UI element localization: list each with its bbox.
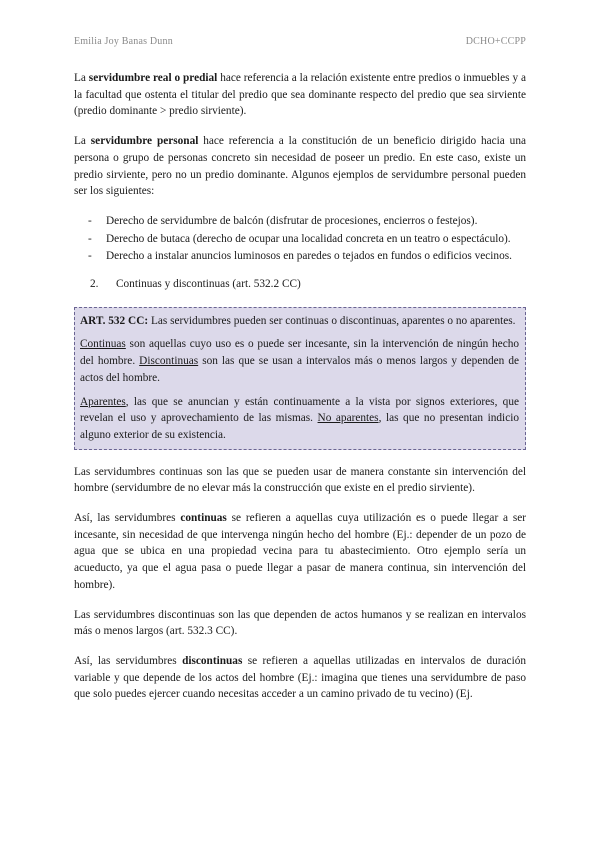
section-title: Continuas y discontinuas (art. 532.2 CC)	[116, 278, 301, 291]
article-reference: ART. 532 CC:	[80, 314, 149, 327]
term-servidumbre-real: servidumbre real o predial	[88, 72, 218, 84]
list-item: - Derecho de butaca (derecho de ocupar una localidad concreta en un teatro o espectáculo).	[74, 231, 526, 248]
paragraph-servidumbre-real: La servidumbre real o predial hace referencia a la relación existente entre predios o inmuebles y a la facultad que ostenta el titular del predio que sea dominante respecto del predio que sea sirviente (predio dominante > predio sirviente).	[74, 72, 526, 118]
paragraph-continuas-definition: Las servidumbres continuas son las que se pueden usar de manera constante sin intervención del hombre (servidumbre de no elevar más la construcción que existe en el predio sirviente).	[74, 465, 526, 495]
paragraph-continuas-example: Así, las servidumbres continuas se refieren a aquellas cuya utilización es o puede llegar a ser incesante, sin necesidad de que intervenga ningún hecho del hombre (Ej.: depender de un pozo de agua que se ubica en una propiedad vecina para tu abastecimiento. Otro ejemplo sería un acueducto, ya que el agua pasa o puede llegar a pasar de manera continua, sin intervención del hombre).	[74, 512, 526, 591]
box-paragraph-2: Continuas son aquellas cuyo uso es o puede ser incesante, sin la intervención de ningún hecho del hombre. Discontinuas son las que se usan a intervalos más o menos largos y dependen de actos del hombre.	[80, 338, 519, 384]
section-number: 2.	[90, 278, 99, 291]
box-paragraph-1: ART. 532 CC: Las servidumbres pueden ser continuas o discontinuas, aparentes o no aparentes.	[80, 314, 516, 327]
dash-bullet: -	[88, 214, 92, 227]
examples-list	[74, 213, 526, 265]
term-continuas: Continuas	[80, 338, 126, 351]
page-header	[74, 36, 526, 47]
section-heading-continuas	[74, 276, 526, 293]
paragraph-servidumbre-personal: La servidumbre personal hace referencia a la constitución de un beneficio dirigido hacia una persona o grupo de personas concreto sin necesidad de poseer un predio. En este caso, existe un predio sirviente, pero no un predio dominante. Algunos ejemplos de servidumbre personal pueden ser los siguientes:	[74, 135, 526, 198]
term-discontinuas-bold: discontinuas	[182, 654, 243, 667]
document-body	[74, 70, 526, 716]
term-servidumbre-personal: servidumbre personal	[90, 135, 199, 148]
article-quote-box	[74, 307, 526, 450]
list-item: - Derecho de servidumbre de balcón (disfrutar de procesiones, encierros o festejos).	[74, 213, 526, 230]
paragraph-discontinuas-example: Así, las servidumbres discontinuas se refieren a aquellas utilizadas en intervalos de duración variable y que depende de los actos del hombre (Ej.: imagina que tienes una servidumbre de paso que solo puedes ejercer cuando necesitas acceder a un camino privado de tu vecino) (Ej.	[74, 654, 527, 701]
paragraph-discontinuas-definition: Las servidumbres discontinuas son las que dependen de actos humanos y se realizan en intervalos más o menos largos (art. 532.3 CC).	[74, 608, 526, 638]
header-course: DCHO+CCPP	[465, 36, 526, 47]
header-author: Emilia Joy Banas Dunn	[74, 36, 173, 47]
dash-bullet: -	[88, 250, 92, 263]
term-continuas-bold: continuas	[180, 512, 227, 525]
list-item: - Derecho a instalar anuncios luminosos en paredes o tejados en fundos o edificios vecinos.	[74, 248, 526, 265]
term-discontinuas: Discontinuas	[139, 355, 199, 368]
dash-bullet: -	[88, 232, 92, 245]
term-aparentes: Aparentes	[80, 395, 126, 408]
term-no-aparentes: No aparentes	[317, 412, 379, 425]
box-paragraph-3: Aparentes, las que se anuncian y están continuamente a la vista por signos exteriores, que revelan el uso y aprovechamiento de las mismas. No aparentes, las que no presentan indicio alguno exterior de su existencia.	[80, 395, 519, 441]
